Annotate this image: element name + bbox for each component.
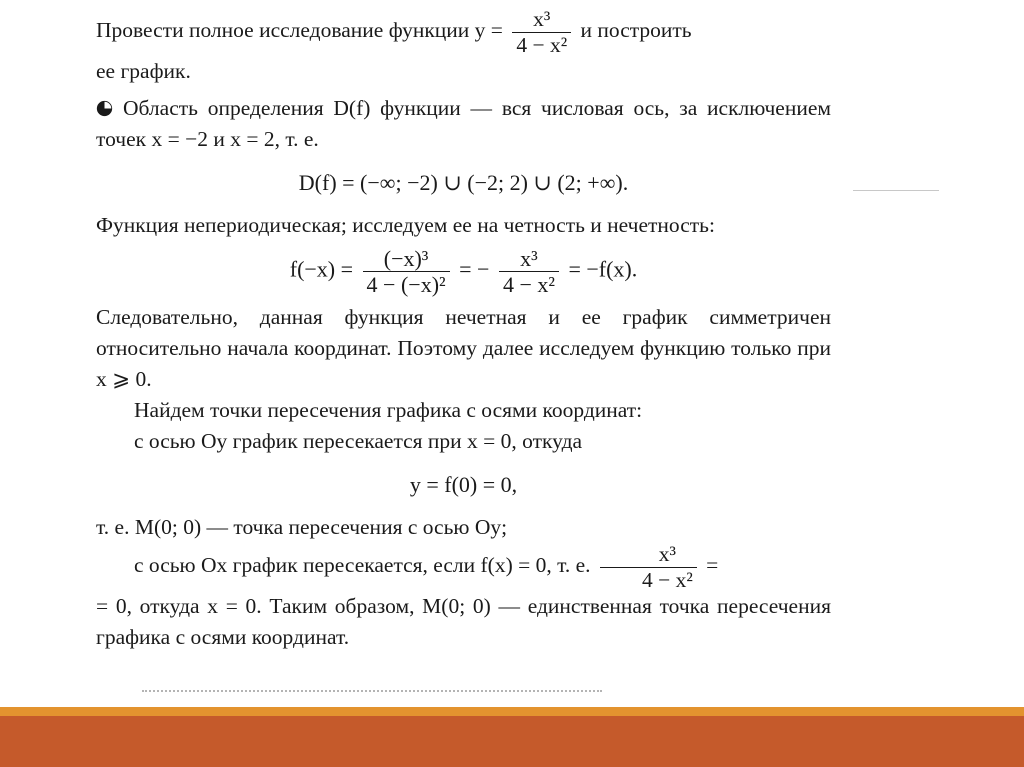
- domain-text: Область определения D(f) функции — вся числовая ось, за исключением точек x = −2 и x = 2, т. е.: [96, 96, 831, 152]
- domain-equation: D(f) = (−∞; −2) ∪ (−2; 2) ∪ (2; +∞).: [298, 170, 629, 196]
- task-text-b: и построить: [580, 18, 692, 42]
- conclusion-paragraph: = 0, откуда x = 0. Таким образом, M(0; 0) — единственная точка пересечения графика с осями координат.: [96, 594, 831, 650]
- fraction-denominator: 4 − x²: [502, 272, 555, 298]
- fraction-numerator: x³: [512, 8, 571, 33]
- parity-equation: [96, 247, 831, 296]
- side-divider: [853, 190, 939, 191]
- parity-paragraph: Функция непериодическая; исследуем ее на четность и нечетность:: [96, 213, 715, 238]
- task-line: [96, 8, 831, 56]
- ox-text-b: =: [706, 553, 719, 578]
- parity-eq-b: = −: [459, 256, 490, 282]
- footer-band-top: [0, 707, 1024, 716]
- domain-paragraph: [96, 93, 831, 155]
- parity-fraction-2: [499, 247, 559, 296]
- oy-equation: y = f(0) = 0,: [409, 472, 518, 498]
- page-text: [96, 8, 831, 653]
- task-line-2: ее график.: [96, 59, 191, 84]
- symmetry-paragraph: Следовательно, данная функция нечетная и ее график симметричен относительно начала координат. Поэтому далее исследуем функцию только при x ⩾ 0.: [96, 305, 831, 392]
- scanned-page: [86, 0, 838, 700]
- oy-intersection-text: с осью Oy график пересекается при x = 0, откуда: [134, 429, 583, 454]
- intersections-heading: Найдем точки пересечения графика с осями координат:: [134, 398, 643, 423]
- parity-eq-c: = −f(x).: [568, 256, 638, 282]
- fraction-numerator: (−x)³: [363, 247, 450, 272]
- ox-fraction: [600, 543, 697, 591]
- cut-off-text-line: [142, 685, 602, 695]
- fraction-numerator: x³: [499, 247, 559, 272]
- oy-point-text: т. е. M(0; 0) — точка пересечения с осью Oy;: [96, 515, 508, 540]
- footer-band-bottom: [0, 716, 1024, 767]
- ox-text-a: с осью Ox график пересекается, если f(x) = 0, т. е.: [134, 553, 591, 578]
- parity-eq-a: f(−x) =: [289, 256, 354, 282]
- fraction-denominator: 4 − x²: [641, 567, 693, 592]
- task-text-a: Провести полное исследование функции y =: [96, 18, 503, 42]
- fraction-denominator: 4 − (−x)²: [366, 272, 446, 298]
- task-fraction: [512, 8, 571, 56]
- circle-quarter-bullet-icon: [96, 100, 113, 117]
- ox-intersection-line: [96, 543, 831, 591]
- parity-fraction-1: [363, 247, 450, 296]
- fraction-denominator: 4 − x²: [516, 32, 568, 57]
- fraction-numerator: x³: [600, 543, 697, 568]
